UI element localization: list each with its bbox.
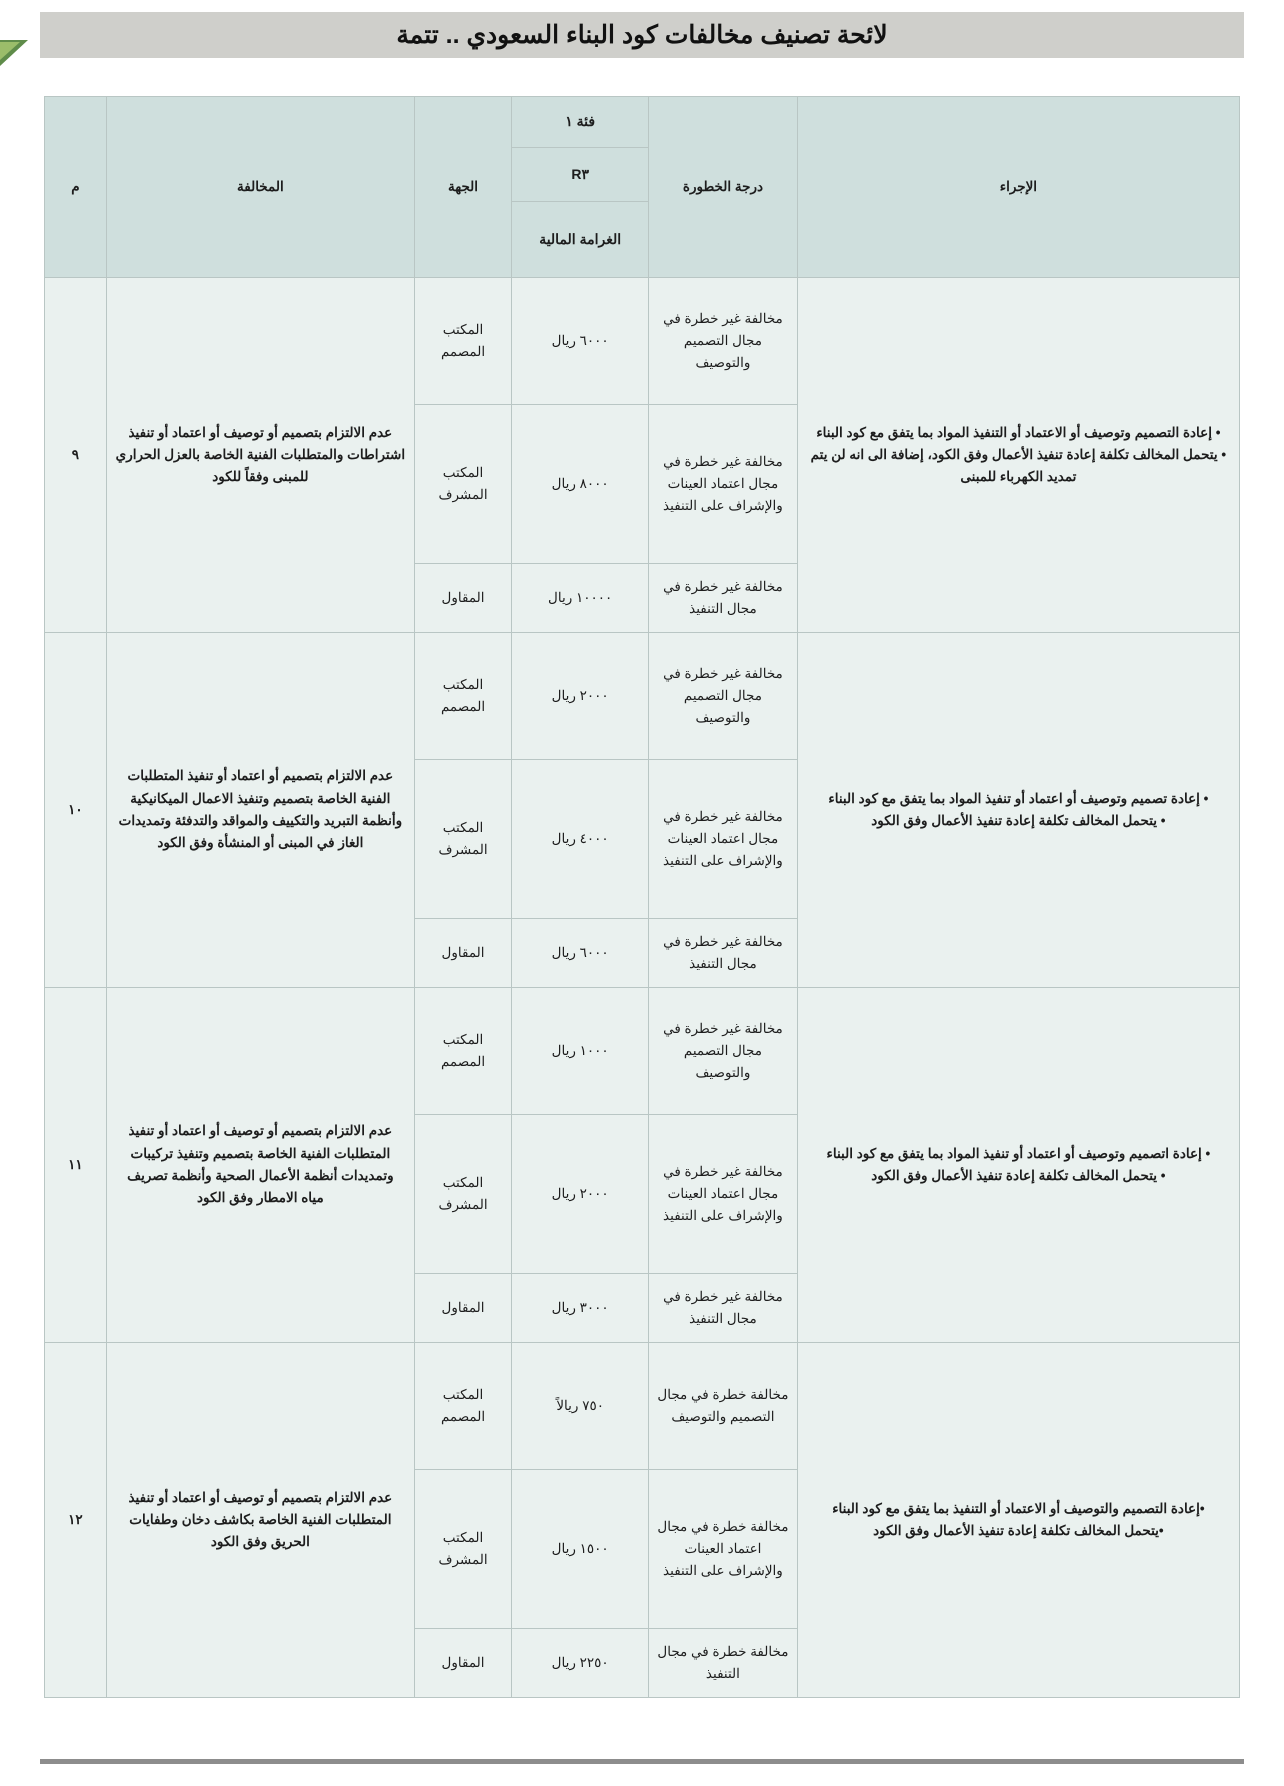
cell-violation: عدم الالتزام بتصميم أو توصيف أو اعتماد أو تنفيذ اشتراطات والمتطلبات الفنية الخاصة بالعزل الحراري للمبنى وفقاً للكود bbox=[106, 278, 414, 633]
action-line: •إعادة التصميم والتوصيف أو الاعتماد أو التنفيذ بما يتفق مع كود البناء bbox=[832, 1500, 1205, 1516]
page-header bbox=[40, 12, 1244, 58]
cell-severity: مخالفة خطرة في مجال اعتماد العينات والإشراف على التنفيذ bbox=[649, 1470, 798, 1629]
cell-party: المقاول bbox=[414, 564, 511, 633]
header-fine-label: الغرامة المالية bbox=[539, 230, 622, 247]
cell-action bbox=[797, 988, 1239, 1343]
table-header-row bbox=[45, 97, 1240, 278]
table-head bbox=[45, 97, 1240, 278]
cell-party: المكتب المشرف bbox=[414, 405, 511, 564]
header-fine-category: فئة ١ bbox=[512, 97, 648, 148]
cell-fine: ١٥٠٠ ريال bbox=[512, 1470, 649, 1629]
action-line: • إعادة اتصميم وتوصيف أو اعتماد أو تنفيذ المواد بما يتفق مع كود البناء bbox=[826, 1145, 1211, 1161]
cell-violation: عدم الالتزام بتصميم أو توصيف أو اعتماد أو تنفيذ المتطلبات الفنية الخاصة بكاشف دخان وطفايات الحريق وفق الكود bbox=[106, 1343, 414, 1698]
cell-severity: مخالفة غير خطرة في مجال التصميم والتوصيف bbox=[649, 988, 798, 1115]
cell-party: المكتب المصمم bbox=[414, 278, 511, 405]
cell-violation: عدم الالتزام بتصميم أو توصيف أو اعتماد أو تنفيذ المتطلبات الفنية الخاصة بتصميم وتنفيذ تركيبات وتمديدات أنظمة الأعمال الصحية وأنظمة تصريف مياه الامطار وفق الكود bbox=[106, 988, 414, 1343]
violations-table bbox=[44, 96, 1240, 1698]
header-fine bbox=[512, 97, 649, 278]
cell-severity: مخالفة غير خطرة في مجال التنفيذ bbox=[649, 919, 798, 988]
table-row bbox=[45, 633, 1240, 760]
cell-severity: مخالفة غير خطرة في مجال التنفيذ bbox=[649, 1274, 798, 1343]
action-line: • يتحمل المخالف تكلفة إعادة تنفيذ الأعمال وفق الكود bbox=[871, 813, 1166, 828]
cell-severity: مخالفة غير خطرة في مجال التصميم والتوصيف bbox=[649, 633, 798, 760]
cell-severity: مخالفة غير خطرة في مجال التنفيذ bbox=[649, 564, 798, 633]
cell-fine: ١٠٠٠٠ ريال bbox=[512, 564, 649, 633]
decorative-corner-icon bbox=[0, 40, 28, 90]
cell-fine: ٧٥٠ ريالاً bbox=[512, 1343, 649, 1470]
header-no: م bbox=[45, 97, 107, 278]
action-line: • إعادة التصميم وتوصيف أو الاعتماد أو التنفيذ المواد بما يتفق مع كود البناء bbox=[816, 424, 1221, 440]
cell-fine: ٦٠٠٠ ريال bbox=[512, 919, 649, 988]
cell-party: المقاول bbox=[414, 1274, 511, 1343]
action-line: • إعادة تصميم وتوصيف أو اعتماد أو تنفيذ المواد بما يتفق مع كود البناء bbox=[828, 790, 1209, 806]
cell-action bbox=[797, 1343, 1239, 1698]
cell-severity: مخالفة خطرة في مجال التنفيذ bbox=[649, 1629, 798, 1698]
table-row bbox=[45, 988, 1240, 1115]
cell-number: ٩ bbox=[45, 278, 107, 633]
cell-fine: ٨٠٠٠ ريال bbox=[512, 405, 649, 564]
cell-party: المكتب المشرف bbox=[414, 760, 511, 919]
cell-fine: ١٠٠٠ ريال bbox=[512, 988, 649, 1115]
cell-severity: مخالفة غير خطرة في مجال اعتماد العينات والإشراف على التنفيذ bbox=[649, 760, 798, 919]
header-violation: المخالفة bbox=[106, 97, 414, 278]
cell-party: المقاول bbox=[414, 1629, 511, 1698]
cell-party: المكتب المصمم bbox=[414, 633, 511, 760]
table-row bbox=[45, 1343, 1240, 1470]
cell-action bbox=[797, 633, 1239, 988]
header-action: الإجراء bbox=[797, 97, 1239, 278]
cell-party: المكتب المصمم bbox=[414, 988, 511, 1115]
header-fine-code: R٣ bbox=[512, 148, 648, 202]
cell-severity: مخالفة غير خطرة في مجال التصميم والتوصيف bbox=[649, 278, 798, 405]
table-row bbox=[45, 278, 1240, 405]
cell-fine: ٢٢٥٠ ريال bbox=[512, 1629, 649, 1698]
cell-fine: ٢٠٠٠ ريال bbox=[512, 1115, 649, 1274]
cell-party: المكتب المشرف bbox=[414, 1115, 511, 1274]
action-line: •يتحمل المخالف تكلفة إعادة تنفيذ الأعمال وفق الكود bbox=[873, 1523, 1164, 1538]
cell-number: ١٢ bbox=[45, 1343, 107, 1698]
cell-party: المكتب المشرف bbox=[414, 1470, 511, 1629]
cell-fine: ٦٠٠٠ ريال bbox=[512, 278, 649, 405]
action-line: • يتحمل المخالف تكلفة إعادة تنفيذ الأعمال وفق الكود، إضافة الى انه لن يتم تمديد الكهرباء للمبنى bbox=[810, 446, 1227, 485]
cell-fine: ٢٠٠٠ ريال bbox=[512, 633, 649, 760]
cell-party: المكتب المصمم bbox=[414, 1343, 511, 1470]
header-severity: درجة الخطورة bbox=[649, 97, 798, 278]
header-party: الجهة bbox=[414, 97, 511, 278]
page-title: لائحة تصنيف مخالفات كود البناء السعودي .. تتمة bbox=[396, 21, 888, 49]
cell-severity: مخالفة غير خطرة في مجال اعتماد العينات والإشراف على التنفيذ bbox=[649, 1115, 798, 1274]
footer-divider bbox=[40, 1759, 1244, 1764]
cell-action bbox=[797, 278, 1239, 633]
cell-severity: مخالفة غير خطرة في مجال اعتماد العينات والإشراف على التنفيذ bbox=[649, 405, 798, 564]
table-body bbox=[45, 278, 1240, 1698]
cell-number: ١٠ bbox=[45, 633, 107, 988]
cell-fine: ٤٠٠٠ ريال bbox=[512, 760, 649, 919]
cell-number: ١١ bbox=[45, 988, 107, 1343]
cell-fine: ٣٠٠٠ ريال bbox=[512, 1274, 649, 1343]
violations-table-container bbox=[44, 96, 1240, 1698]
action-line: • يتحمل المخالف تكلفة إعادة تنفيذ الأعمال وفق الكود bbox=[871, 1168, 1166, 1183]
cell-severity: مخالفة خطرة في مجال التصميم والتوصيف bbox=[649, 1343, 798, 1470]
cell-violation: عدم الالتزام بتصميم أو اعتماد أو تنفيذ المتطلبات الفنية الخاصة بتصميم وتنفيذ الاعمال الميكانيكية وأنظمة التبريد والتكييف والمواقد والتدفئة وتمديدات الغاز في المبنى أو المنشأة وفق الكود bbox=[106, 633, 414, 988]
cell-party: المقاول bbox=[414, 919, 511, 988]
